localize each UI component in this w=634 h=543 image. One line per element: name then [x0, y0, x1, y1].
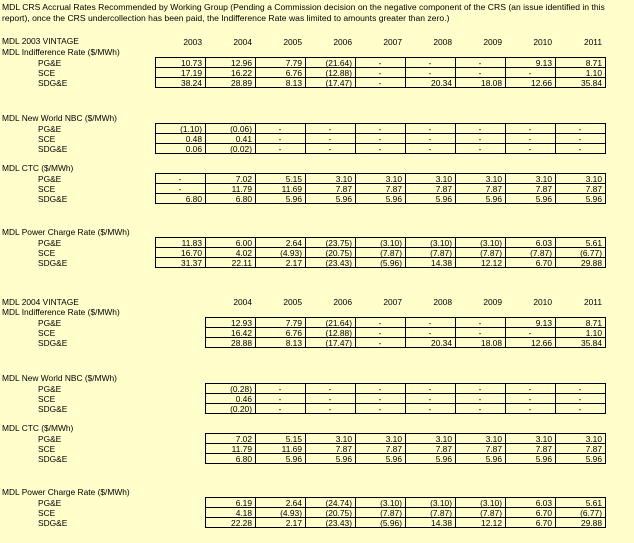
year-header: 2004 — [233, 297, 252, 307]
row-label: SDG&E — [38, 404, 68, 414]
table-cell: 12.96 — [231, 58, 252, 68]
table-cell: 20.34 — [431, 78, 452, 88]
table-cell: - — [378, 338, 382, 348]
table-cell: (21.64) — [325, 58, 352, 68]
table-cell: - — [428, 124, 432, 134]
section-title: MDL Power Charge Rate ($/MWh) — [2, 487, 130, 497]
table-cell: (21.64) — [325, 318, 352, 328]
table-cell: (1.10) — [180, 124, 202, 134]
table-cell: 6.70 — [535, 258, 552, 268]
table-cell: 18.08 — [481, 338, 502, 348]
section-title: MDL Indifference Rate ($/MWh) — [2, 307, 120, 317]
table-cell: 5.96 — [435, 194, 452, 204]
table-cell: 5.96 — [485, 454, 502, 464]
table-cell: 5.96 — [385, 454, 402, 464]
table-cell: - — [528, 328, 532, 338]
table-cell: (0.02) — [230, 144, 252, 154]
year-header: 2007 — [383, 37, 402, 47]
table-cell: (7.87) — [380, 248, 402, 258]
table-cell: 16.70 — [181, 248, 202, 258]
table-cell: (0.20) — [230, 404, 252, 414]
section-title: MDL CTC ($/MWh) — [2, 163, 74, 173]
section-title: MDL New World NBC ($/MWh) — [2, 373, 117, 383]
table-cell: (3.10) — [430, 498, 452, 508]
table-cell: 12.66 — [531, 78, 552, 88]
year-header: 2010 — [533, 37, 552, 47]
table-cell: 3.10 — [435, 174, 452, 184]
table-cell: - — [478, 144, 482, 154]
table-cell: 9.13 — [535, 318, 552, 328]
table-cell: - — [478, 394, 482, 404]
table-cell: 11.69 — [281, 444, 302, 454]
table-cell: 5.96 — [535, 194, 552, 204]
table-cell: 7.02 — [235, 434, 252, 444]
table-cell: - — [478, 124, 482, 134]
table-cell: (4.93) — [280, 508, 302, 518]
table-cell: 6.76 — [285, 328, 302, 338]
table-cell: - — [378, 134, 382, 144]
table-cell: 3.10 — [535, 174, 552, 184]
table-cell: (17.47) — [325, 78, 352, 88]
table-cell: (3.10) — [480, 238, 502, 248]
table-cell: 29.88 — [581, 258, 602, 268]
table-cell: (17.47) — [325, 338, 352, 348]
table-cell: 11.69 — [281, 184, 302, 194]
table-cell: - — [328, 404, 332, 414]
table-cell: - — [378, 318, 382, 328]
table-cell: 5.61 — [585, 238, 602, 248]
table-cell: 11.79 — [231, 184, 252, 194]
table-cell: - — [328, 144, 332, 154]
table-cell: - — [528, 394, 532, 404]
table-cell: - — [378, 124, 382, 134]
table-cell: - — [428, 394, 432, 404]
row-label: SCE — [38, 508, 56, 518]
year-header: 2010 — [533, 297, 552, 307]
table-cell: 7.87 — [435, 184, 452, 194]
year-header: 2009 — [483, 297, 502, 307]
row-label: SCE — [38, 444, 56, 454]
row-label: SDG&E — [38, 454, 68, 464]
table-cell: (7.87) — [380, 508, 402, 518]
table-cell: - — [278, 134, 282, 144]
table-cell: - — [278, 404, 282, 414]
table-cell: 10.73 — [181, 58, 202, 68]
table-cell: - — [578, 134, 582, 144]
row-label: SCE — [38, 134, 56, 144]
row-label: SDG&E — [38, 338, 68, 348]
table-cell: (5.96) — [380, 518, 402, 528]
table-cell: 31.37 — [181, 258, 202, 268]
table-cell: - — [378, 328, 382, 338]
table-cell: - — [378, 404, 382, 414]
table-cell: - — [328, 124, 332, 134]
row-label: SDG&E — [38, 258, 68, 268]
table-cell: 29.88 — [581, 518, 602, 528]
table-cell: 16.42 — [231, 328, 252, 338]
table-cell: - — [428, 404, 432, 414]
table-cell: (20.75) — [325, 508, 352, 518]
vintage-title: MDL 2003 VINTAGE — [2, 36, 79, 46]
table-cell: - — [478, 404, 482, 414]
table-cell: - — [428, 384, 432, 394]
table-cell: - — [478, 58, 482, 68]
year-header: 2007 — [383, 297, 402, 307]
table-cell: 6.80 — [185, 194, 202, 204]
table-cell: 3.10 — [485, 434, 502, 444]
table-cell: 22.11 — [231, 258, 252, 268]
table-cell: 28.88 — [231, 338, 252, 348]
table-cell: - — [428, 318, 432, 328]
table-cell: 6.80 — [235, 454, 252, 464]
table-cell: - — [378, 384, 382, 394]
table-cell: 6.03 — [535, 238, 552, 248]
table-cell: (12.88) — [325, 68, 352, 78]
table-cell: - — [578, 394, 582, 404]
table-cell: 2.64 — [285, 498, 302, 508]
table-cell: 3.10 — [385, 174, 402, 184]
table-cell: 5.15 — [285, 434, 302, 444]
table-cell: 5.96 — [285, 454, 302, 464]
table-cell: - — [428, 58, 432, 68]
table-cell: 3.10 — [435, 434, 452, 444]
table-cell: - — [378, 78, 382, 88]
table-cell: (23.75) — [325, 238, 352, 248]
table-cell: (7.87) — [530, 248, 552, 258]
table-cell: (3.10) — [380, 498, 402, 508]
table-cell: 17.19 — [181, 68, 202, 78]
table-cell: (23.43) — [325, 258, 352, 268]
section-title: MDL CTC ($/MWh) — [2, 423, 74, 433]
table-cell: 6.76 — [285, 68, 302, 78]
table-cell: (3.10) — [430, 238, 452, 248]
table-cell: 20.34 — [431, 338, 452, 348]
table-cell: - — [478, 68, 482, 78]
table-cell: - — [478, 318, 482, 328]
table-cell: - — [328, 134, 332, 144]
table-cell: 35.84 — [581, 78, 602, 88]
table-cell: 22.28 — [231, 518, 252, 528]
table-cell: 7.79 — [285, 58, 302, 68]
table-cell: 7.79 — [285, 318, 302, 328]
row-label: PG&E — [38, 238, 62, 248]
table-cell: 7.87 — [335, 184, 352, 194]
table-cell: (3.10) — [380, 238, 402, 248]
table-cell: - — [378, 58, 382, 68]
table-cell: 7.87 — [385, 184, 402, 194]
table-cell: 3.10 — [585, 434, 602, 444]
table-cell: 7.87 — [535, 444, 552, 454]
table-cell: 38.24 — [181, 78, 202, 88]
table-cell: (24.74) — [325, 498, 352, 508]
table-cell: 2.17 — [285, 518, 302, 528]
table-cell: 6.03 — [535, 498, 552, 508]
table-cell: (7.87) — [430, 508, 452, 518]
row-label: PG&E — [38, 124, 62, 134]
table-cell: 9.13 — [535, 58, 552, 68]
table-cell: 5.96 — [485, 194, 502, 204]
row-label: SDG&E — [38, 194, 68, 204]
table-cell: 6.70 — [535, 508, 552, 518]
table-cell: 6.70 — [535, 518, 552, 528]
table-cell: - — [528, 134, 532, 144]
table-cell: - — [528, 404, 532, 414]
table-cell: 16.22 — [231, 68, 252, 78]
table-cell: (4.93) — [280, 248, 302, 258]
table-cell: - — [478, 134, 482, 144]
row-label: PG&E — [38, 174, 62, 184]
table-cell: 7.87 — [385, 444, 402, 454]
table-cell: 12.12 — [481, 258, 502, 268]
table-cell: 7.87 — [485, 184, 502, 194]
row-label: PG&E — [38, 434, 62, 444]
table-cell: 12.12 — [481, 518, 502, 528]
table-cell: 18.08 — [481, 78, 502, 88]
table-cell: (3.10) — [480, 498, 502, 508]
table-cell: - — [278, 384, 282, 394]
row-label: SCE — [38, 248, 56, 258]
table-cell: - — [528, 68, 532, 78]
table-cell: - — [428, 144, 432, 154]
table-cell: (0.28) — [230, 384, 252, 394]
table-cell: 11.83 — [181, 238, 202, 248]
vintage-title: MDL 2004 VINTAGE — [2, 297, 79, 307]
row-label: SCE — [38, 184, 56, 194]
table-cell: (20.75) — [325, 248, 352, 258]
table-cell: 0.06 — [185, 144, 202, 154]
table-cell: 3.10 — [585, 174, 602, 184]
table-cell: - — [378, 394, 382, 404]
table-cell: (6.77) — [580, 248, 602, 258]
table-cell: (6.77) — [580, 508, 602, 518]
section-title: MDL New World NBC ($/MWh) — [2, 113, 117, 123]
table-cell: - — [578, 404, 582, 414]
table-cell: 35.84 — [581, 338, 602, 348]
table-cell: (7.87) — [480, 508, 502, 518]
table-cell: - — [278, 124, 282, 134]
table-cell: 6.19 — [235, 498, 252, 508]
table-cell: 4.18 — [235, 508, 252, 518]
year-header: 2003 — [183, 37, 202, 47]
table-cell: 28.89 — [231, 78, 252, 88]
year-header: 2011 — [583, 37, 602, 47]
table-cell: - — [178, 174, 182, 184]
table-cell: 12.66 — [531, 338, 552, 348]
table-cell: 0.48 — [185, 134, 202, 144]
table-cell: - — [578, 124, 582, 134]
table-cell: 14.38 — [431, 518, 452, 528]
table-cell: - — [328, 394, 332, 404]
table-cell: 7.87 — [585, 184, 602, 194]
row-label: SDG&E — [38, 144, 68, 154]
row-label: SCE — [38, 68, 56, 78]
table-cell: 5.15 — [285, 174, 302, 184]
table-cell: 5.96 — [585, 194, 602, 204]
table-cell: (5.96) — [380, 258, 402, 268]
year-header: 2009 — [483, 37, 502, 47]
table-cell: 7.87 — [585, 444, 602, 454]
table-cell: - — [478, 384, 482, 394]
table-cell: 0.41 — [235, 134, 252, 144]
table-cell: 2.64 — [285, 238, 302, 248]
table-cell: - — [428, 68, 432, 78]
table-cell: 3.10 — [385, 434, 402, 444]
table-cell: 5.96 — [435, 454, 452, 464]
table-cell: 8.13 — [285, 78, 302, 88]
table-cell: - — [428, 328, 432, 338]
year-header: 2008 — [433, 297, 452, 307]
table-cell: - — [528, 124, 532, 134]
table-cell: - — [478, 328, 482, 338]
table-cell: 5.61 — [585, 498, 602, 508]
table-cell: 8.71 — [585, 318, 602, 328]
table-cell: - — [278, 144, 282, 154]
year-header: 2011 — [583, 297, 602, 307]
table-cell: 5.96 — [335, 454, 352, 464]
year-header: 2005 — [283, 297, 302, 307]
table-cell: 7.87 — [485, 444, 502, 454]
table-cell: - — [378, 144, 382, 154]
table-cell: 7.87 — [535, 184, 552, 194]
table-cell: 5.96 — [335, 194, 352, 204]
table-cell: 3.10 — [535, 434, 552, 444]
table-cell: 14.38 — [431, 258, 452, 268]
table-cell: (7.87) — [480, 248, 502, 258]
row-label: PG&E — [38, 384, 62, 394]
table-cell: - — [178, 184, 182, 194]
year-header: 2004 — [233, 37, 252, 47]
table-cell: (12.88) — [325, 328, 352, 338]
table-cell: 1.10 — [585, 68, 602, 78]
table-cell: 2.17 — [285, 258, 302, 268]
table-cell: - — [578, 144, 582, 154]
table-cell: - — [328, 384, 332, 394]
row-label: SDG&E — [38, 518, 68, 528]
table-cell: - — [528, 144, 532, 154]
table-cell: 11.79 — [231, 444, 252, 454]
sheet-title: MDL CRS Accrual Rates Recommended by Working Group (Pending a Commission decision on the negative component of the CRS (an issue identified in this report), once the CRS undercollection has been paid, the Indifference Rate was limited to amounts greater than zero.) — [2, 2, 605, 23]
table-cell: 8.71 — [585, 58, 602, 68]
table-cell: 0.46 — [235, 394, 252, 404]
table-cell: - — [528, 384, 532, 394]
table-cell: 6.00 — [235, 238, 252, 248]
table-cell: - — [578, 384, 582, 394]
table-cell: 8.13 — [285, 338, 302, 348]
year-header: 2006 — [333, 37, 352, 47]
table-cell: 3.10 — [485, 174, 502, 184]
row-label: PG&E — [38, 58, 62, 68]
table-cell: 5.96 — [285, 194, 302, 204]
row-label: SDG&E — [38, 78, 68, 88]
table-cell: 1.10 — [585, 328, 602, 338]
year-header: 2008 — [433, 37, 452, 47]
table-cell: 7.87 — [335, 444, 352, 454]
table-cell: (7.87) — [430, 248, 452, 258]
table-cell: (0.06) — [230, 124, 252, 134]
table-cell: - — [428, 134, 432, 144]
table-cell: 6.80 — [235, 194, 252, 204]
table-cell: 3.10 — [335, 174, 352, 184]
section-title: MDL Indifference Rate ($/MWh) — [2, 47, 120, 57]
row-label: SCE — [38, 328, 56, 338]
table-cell: 4.02 — [235, 248, 252, 258]
table-cell: 3.10 — [335, 434, 352, 444]
year-header: 2005 — [283, 37, 302, 47]
row-label: PG&E — [38, 498, 62, 508]
year-header: 2006 — [333, 297, 352, 307]
table-cell: - — [278, 394, 282, 404]
section-title: MDL Power Charge Rate ($/MWh) — [2, 227, 130, 237]
table-cell: - — [378, 68, 382, 78]
table-cell: 7.02 — [235, 174, 252, 184]
row-label: SCE — [38, 394, 56, 404]
table-cell: 5.96 — [535, 454, 552, 464]
table-cell: (23.43) — [325, 518, 352, 528]
row-label: PG&E — [38, 318, 62, 328]
table-cell: 12.93 — [231, 318, 252, 328]
table-cell: 5.96 — [585, 454, 602, 464]
table-cell: 5.96 — [385, 194, 402, 204]
table-cell: 7.87 — [435, 444, 452, 454]
